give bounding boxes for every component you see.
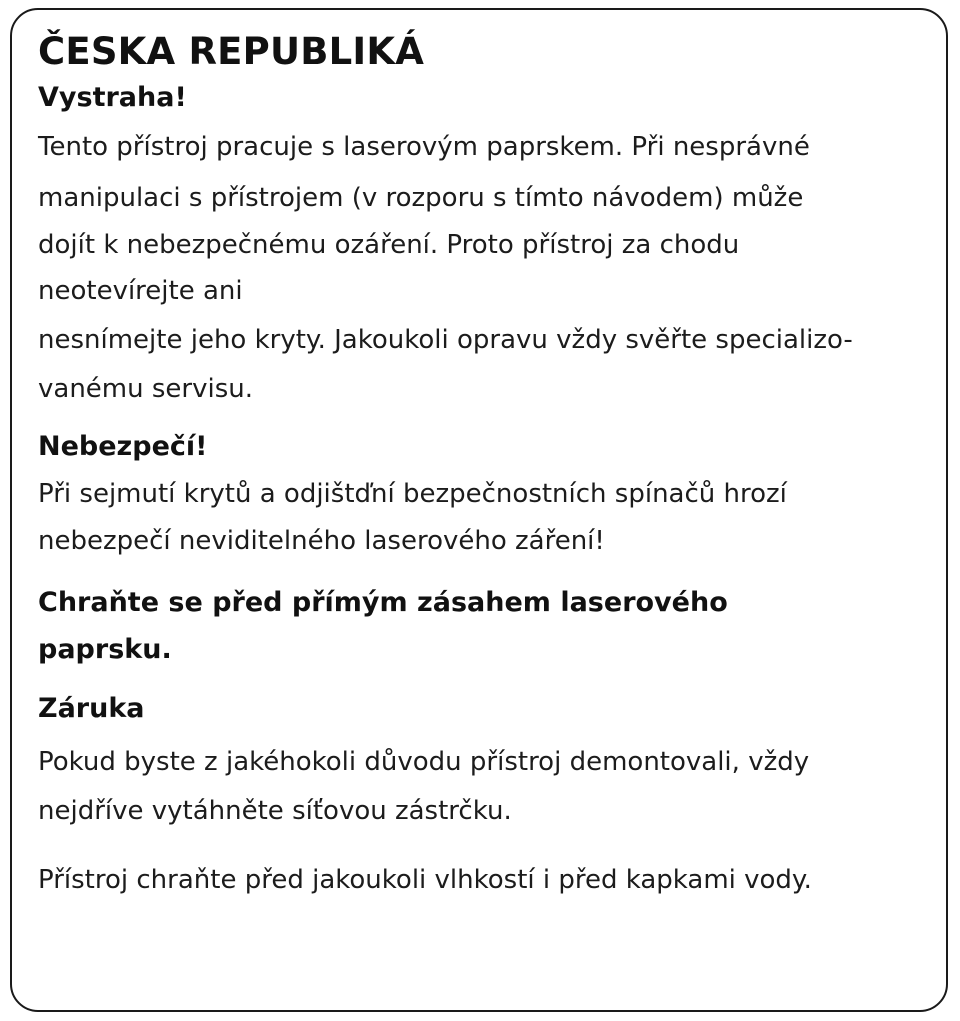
danger-heading: Nebezpečí! [38, 431, 208, 462]
warning-line: Tento přístroj pracuje s laserovým paprskem. Při nesprávné [38, 132, 810, 162]
warning-heading: Vystraha! [38, 82, 187, 113]
warranty-line: Pokud byste z jakéhokoli důvodu přístroj demontovali, vždy [38, 747, 810, 777]
warranty-note: Přístroj chraňte před jakoukoli vlhkostí i před kapkami vody. [38, 865, 812, 895]
danger-line: Při sejmutí krytů a odjištďní bezpečnostních spínačů hrozí [38, 479, 787, 509]
warranty-line: nejdříve vytáhněte síťovou zástrčku. [38, 796, 512, 826]
protect-line: Chraňte se před přímým zásahem laserového [38, 587, 728, 618]
warning-line: manipulaci s přístrojem (v rozporu s tímto návodem) může [38, 183, 804, 213]
page-title: ČESKA REPUBLIKÁ [38, 30, 425, 73]
protect-line: paprsku. [38, 634, 172, 665]
danger-section [38, 427, 918, 567]
warning-section [38, 78, 918, 415]
danger-line: nebezpečí neviditelného laserového záření! [38, 526, 605, 556]
warranty-heading: Záruka [38, 693, 145, 724]
warning-line: neotevírejte ani [38, 276, 243, 306]
protect-section [38, 577, 918, 675]
warning-line: dojít k nebezpečnému ozáření. Proto přístroj za chodu [38, 230, 740, 260]
notice-content [38, 26, 918, 906]
warranty-section [38, 685, 918, 906]
warning-line: nesnímejte jeho kryty. Jakoukoli opravu vždy svěřte specializo- [38, 325, 853, 355]
warning-line: vanému servisu. [38, 374, 253, 404]
